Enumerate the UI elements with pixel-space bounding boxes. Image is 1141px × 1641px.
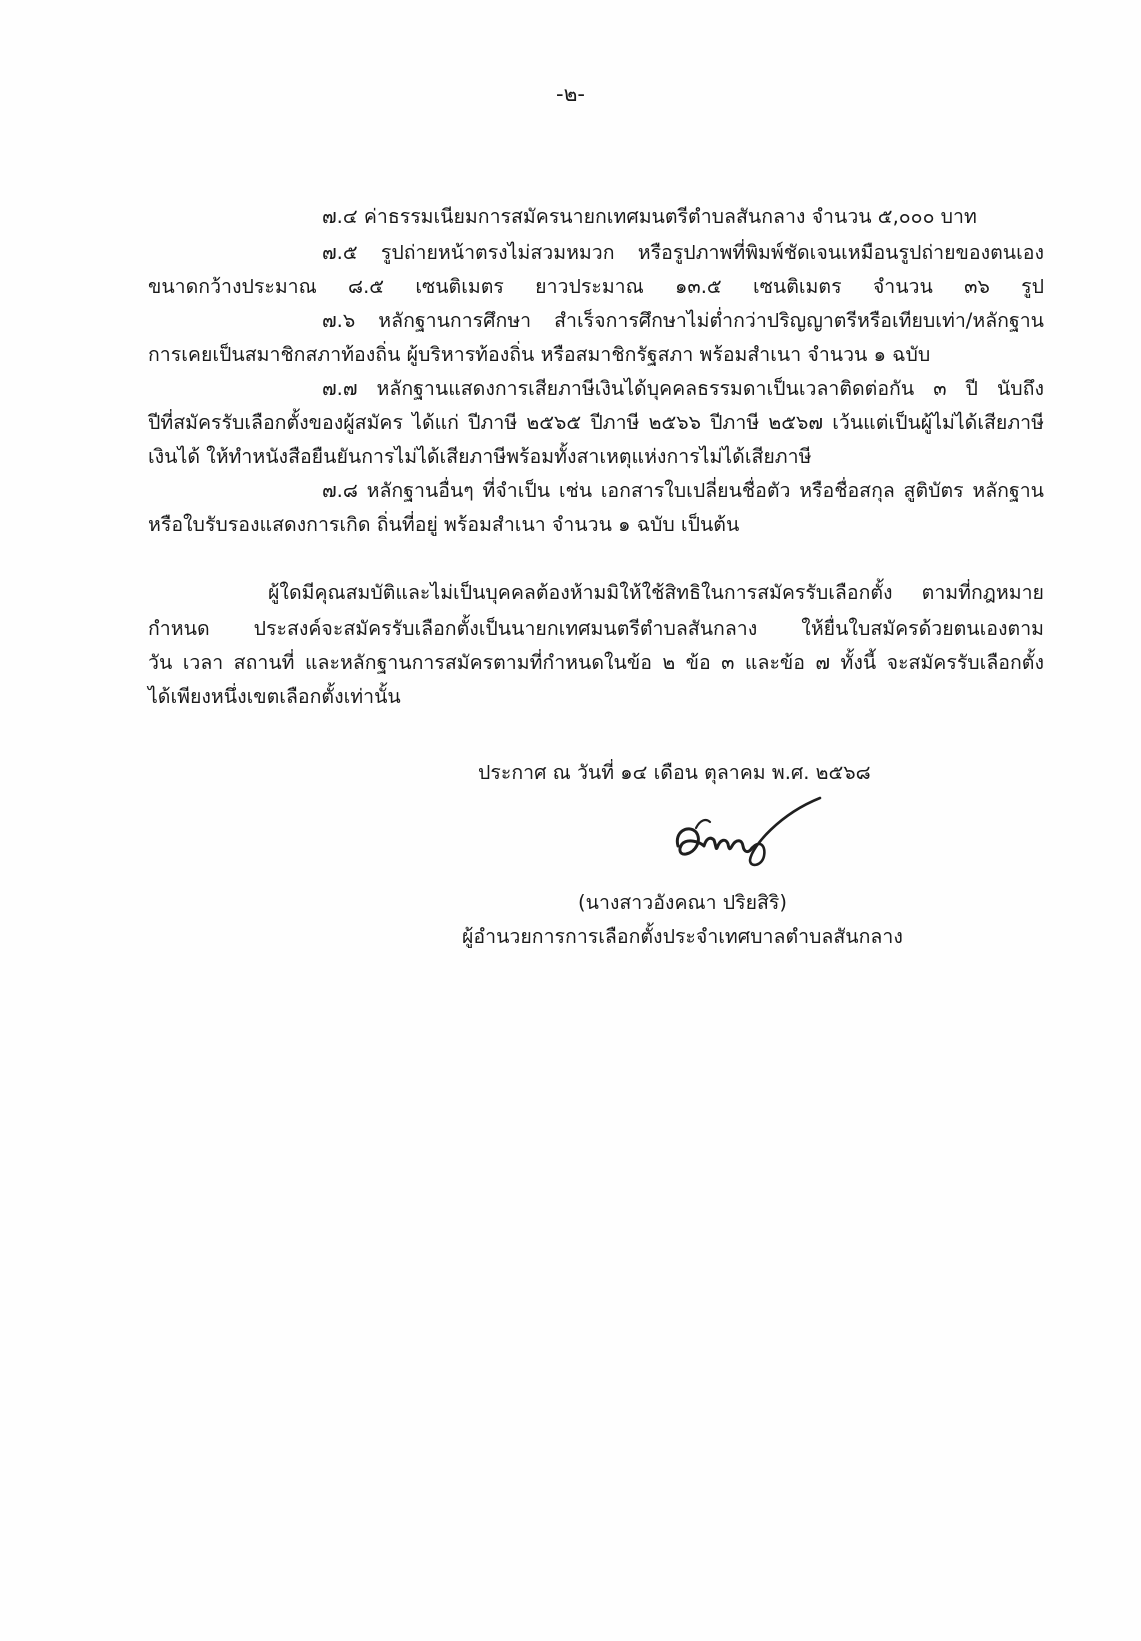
signer-title: ผู้อำนวยการการเลือกตั้งประจำเทศบาลตำบลสันกลาง xyxy=(462,925,903,948)
item-7-7-line-1: ๗.๗ หลักฐานแสดงการเสียภาษีเงินได้บุคคลธรรมดาเป็นเวลาติดต่อกัน ๓ ปี นับถึง xyxy=(322,377,1044,400)
item-7-7-line-3: เงินได้ ให้ทำหนังสือยืนยันการไม่ได้เสียภาษีพร้อมทั้งสาเหตุแห่งการไม่ได้เสียภาษี xyxy=(148,445,812,468)
handwritten-signature xyxy=(670,784,840,884)
paragraph-line-3: วัน เวลา สถานที่ และหลักฐานการสมัครตามที่กำหนดในข้อ ๒ ข้อ ๓ และข้อ ๗ ทั้งนี้ จะสมัครรับเลือกตั้ง xyxy=(148,651,1044,674)
item-7-4: ๗.๔ ค่าธรรมเนียมการสมัครนายกเทศมนตรีตำบลสันกลาง จำนวน ๕,๐๐๐ บาท xyxy=(322,205,977,228)
item-7-5-line-2: ขนาดกว้างประมาณ ๘.๕ เซนติเมตร ยาวประมาณ ๑๓.๕ เซนติเมตร จำนวน ๓๖ รูป xyxy=(148,275,1044,298)
page-number: -๒- xyxy=(556,82,585,106)
paragraph-line-4: ได้เพียงหนึ่งเขตเลือกตั้งเท่านั้น xyxy=(148,685,401,708)
signer-name: (นางสาวอังคณา ปริยสิริ) xyxy=(578,891,787,914)
item-7-8-line-2: หรือใบรับรองแสดงการเกิด ถิ่นที่อยู่ พร้อมสำเนา จำนวน ๑ ฉบับ เป็นต้น xyxy=(148,513,740,536)
paragraph-line-1: ผู้ใดมีคุณสมบัติและไม่เป็นบุคคลต้องห้ามมิให้ใช้สิทธิในการสมัครรับเลือกตั้ง ตามที่กฎหมาย xyxy=(268,581,1044,604)
item-7-6-line-1: ๗.๖ หลักฐานการศึกษา สำเร็จการศึกษาไม่ต่ำกว่าปริญญาตรีหรือเทียบเท่า/หลักฐาน xyxy=(322,309,1044,332)
announcement-date: ประกาศ ณ วันที่ ๑๔ เดือน ตุลาคม พ.ศ. ๒๕๖๘ xyxy=(478,761,871,784)
item-7-6-line-2: การเคยเป็นสมาชิกสภาท้องถิ่น ผู้บริหารท้องถิ่น หรือสมาชิกรัฐสภา พร้อมสำเนา จำนวน ๑ ฉบับ xyxy=(148,343,931,366)
item-7-5-line-1: ๗.๕ รูปถ่ายหน้าตรงไม่สวมหมวก หรือรูปภาพที่พิมพ์ชัดเจนเหมือนรูปถ่ายของตนเอง xyxy=(322,241,1044,264)
item-7-7-line-2: ปีที่สมัครรับเลือกตั้งของผู้สมัคร ได้แก่ ปีภาษี ๒๕๖๕ ปีภาษี ๒๕๖๖ ปีภาษี ๒๕๖๗ เว้นแต่เป็นผู้ไม่ได้เสียภาษี xyxy=(148,411,1044,434)
item-7-8-line-1: ๗.๘ หลักฐานอื่นๆ ที่จำเป็น เช่น เอกสารใบเปลี่ยนชื่อตัว หรือชื่อสกุล สูติบัตร หลักฐาน xyxy=(322,479,1044,502)
paragraph-line-2: กำหนด ประสงค์จะสมัครรับเลือกตั้งเป็นนายกเทศมนตรีตำบลสันกลาง ให้ยื่นใบสมัครด้วยตนเองตาม xyxy=(148,617,1044,640)
